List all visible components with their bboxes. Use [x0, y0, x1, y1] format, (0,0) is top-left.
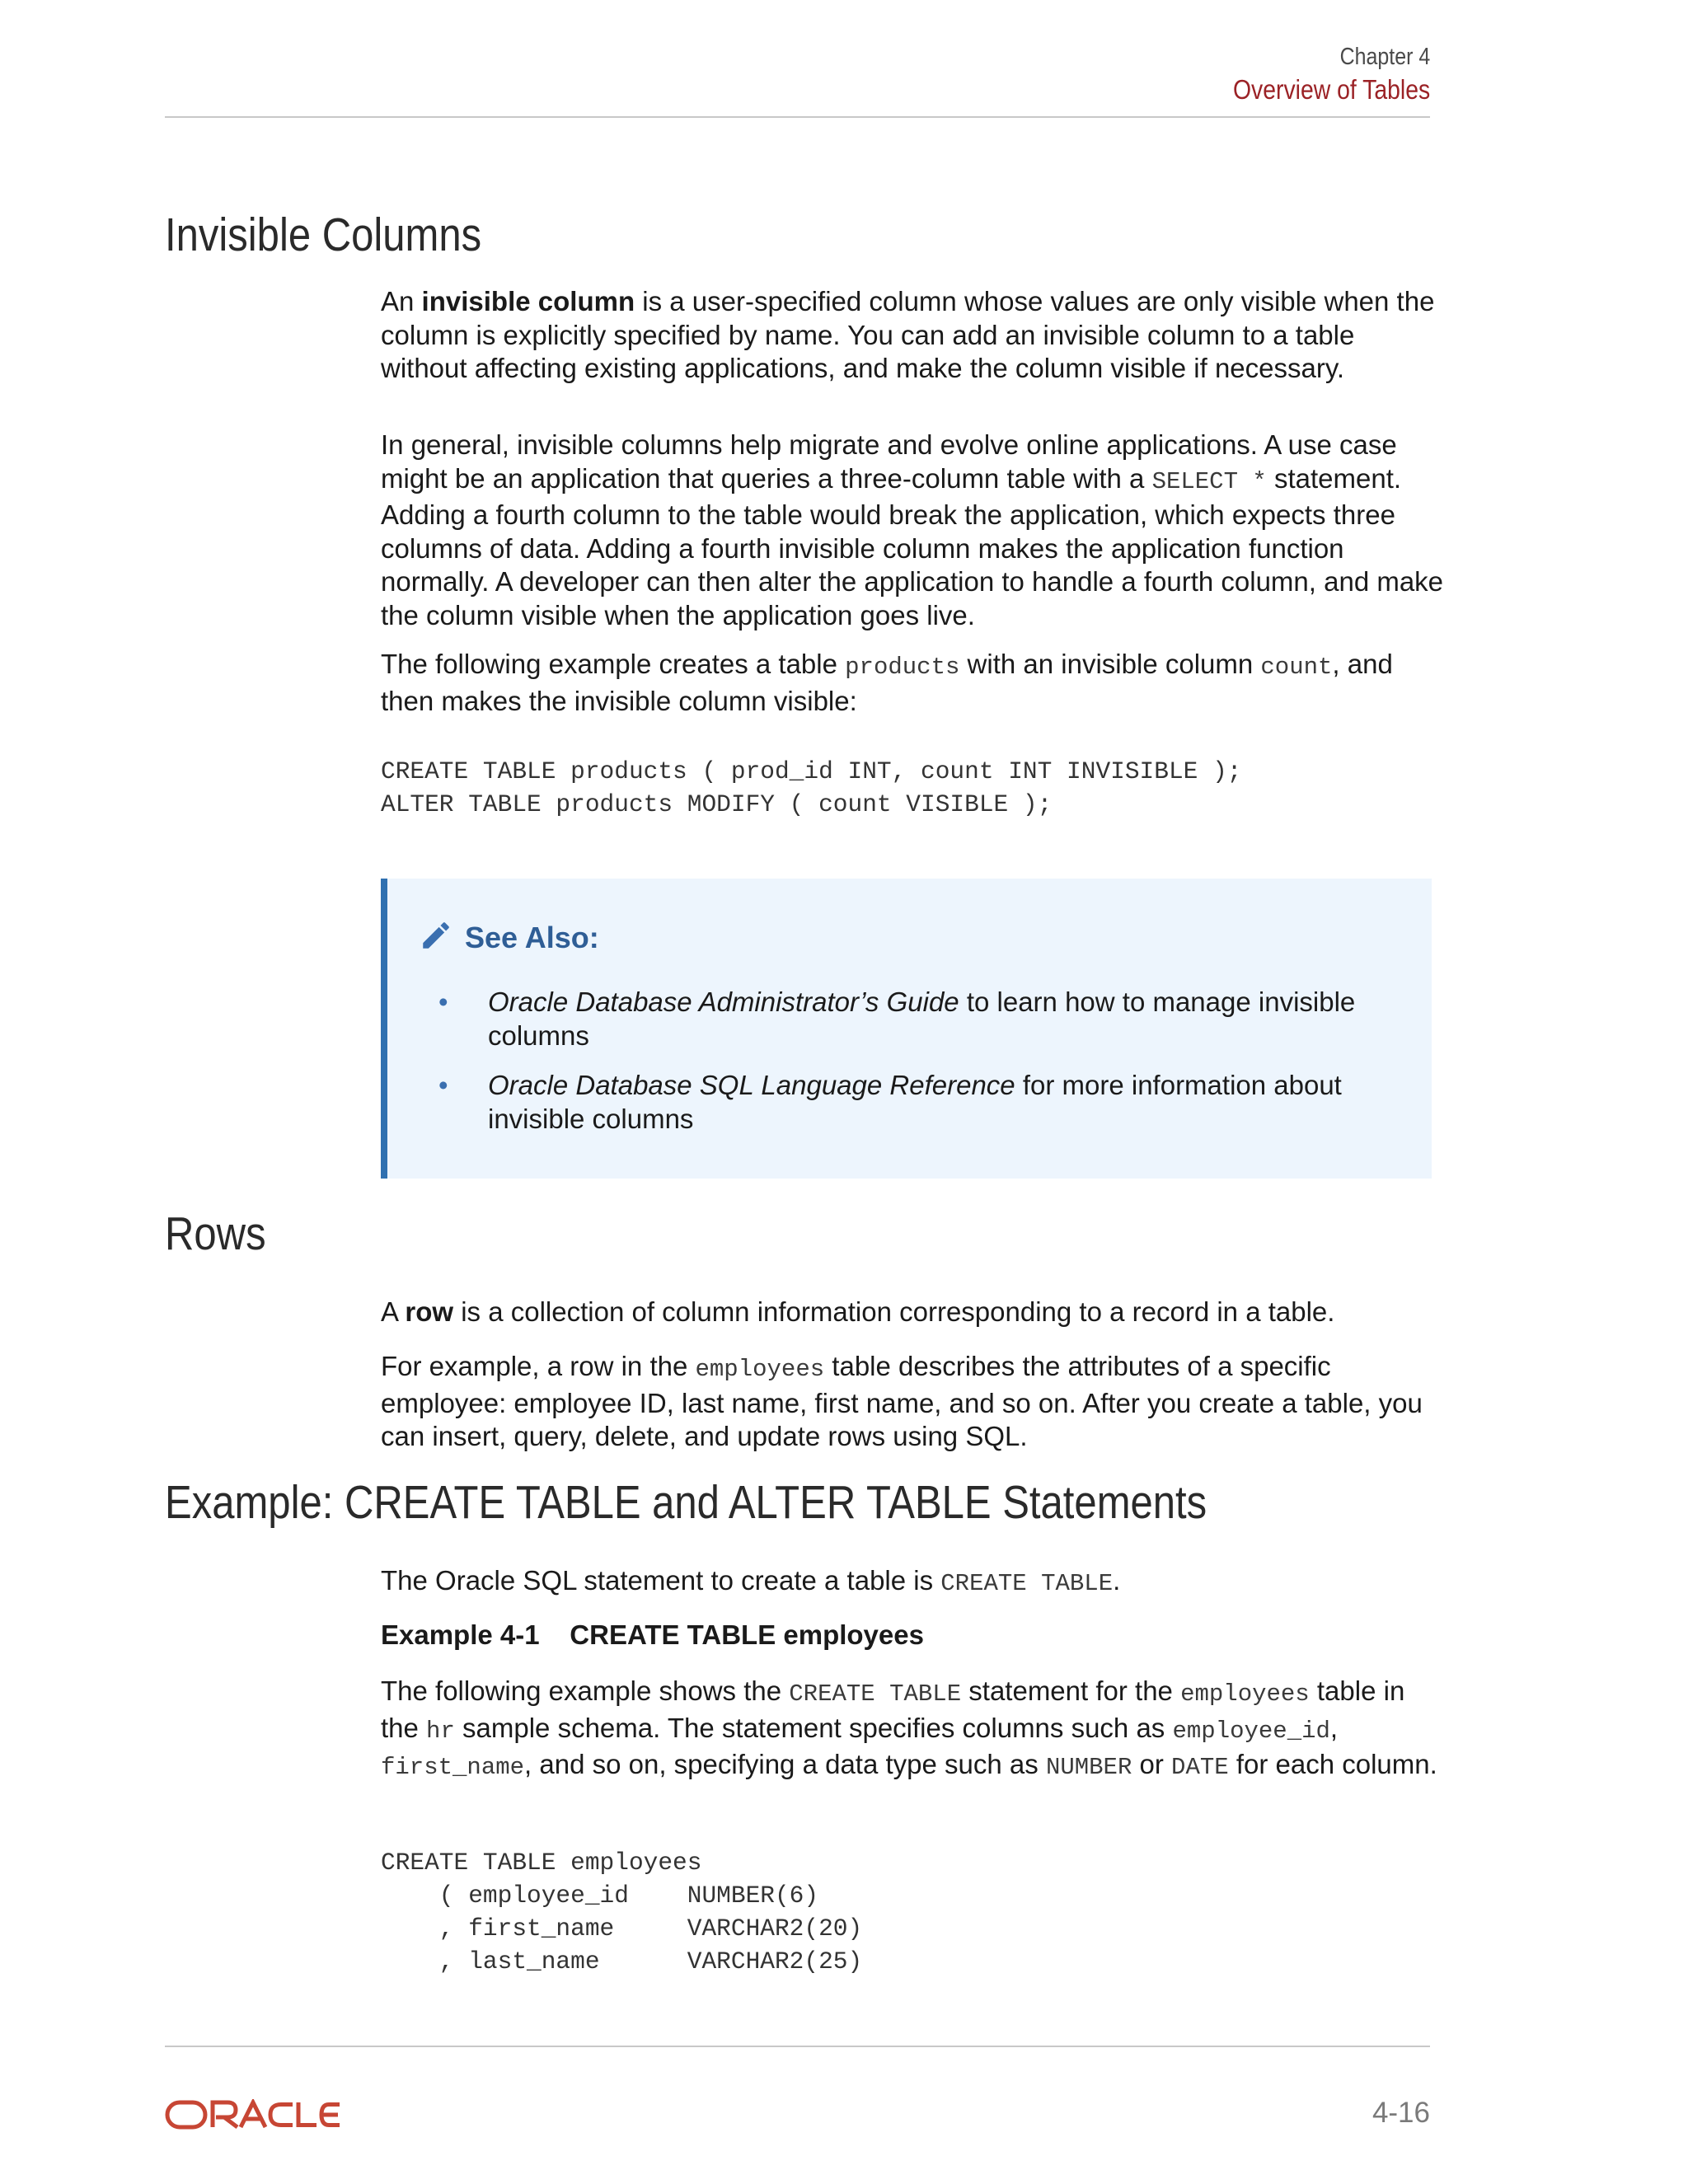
page-number: 4-16	[1372, 2097, 1430, 2129]
example-title: Example 4-1 CREATE TABLE employees	[381, 1619, 924, 1650]
paragraph-invisible-definition: An invisible column is a user-specified column whose values are only visible when the column is explicitly specified by name. You can add an invisible column to a table without affecting existing applications, and make the column visible if necessary.	[381, 286, 1435, 383]
oracle-logo	[165, 2099, 343, 2135]
paragraph-row-definition: A row is a collection of column information corresponding to a record in a table.	[381, 1296, 1335, 1327]
chapter-label: Chapter 4	[1339, 44, 1430, 70]
paragraph-invisible-usecase: In general, invisible columns help migrate and evolve online applications. A use case might be an application that queries a three-column table with a SELECT * statement. Adding a fourth column to the table would break the application, which expects three columns of data. Adding a fourth invisible column makes the application function normally. A developer can then alter the application to handle a fourth column, and make the column visible when the application goes live.	[381, 429, 1444, 630]
term-invisible-column: invisible column	[421, 286, 635, 316]
book-title-link[interactable]: Oracle Database SQL Language Reference	[488, 1070, 1015, 1100]
footer-rule	[165, 2046, 1430, 2047]
paragraph-invisible-example-intro: The following example creates a table products with an invisible column count, and then makes the invisible column visible:	[381, 649, 1393, 716]
paragraph-create-table-intro: The Oracle SQL statement to create a table is CREATE TABLE.	[381, 1565, 1121, 1597]
see-also-list	[438, 986, 1386, 1152]
running-header	[1201, 41, 1430, 107]
see-also-note	[381, 879, 1432, 1179]
heading-create-alter-example: Example: CREATE TABLE and ALTER TABLE Statements	[165, 1476, 1207, 1529]
pencil-icon	[419, 918, 453, 957]
code-block-invisible: CREATE TABLE products ( prod_id INT, count INT INVISIBLE ); ALTER TABLE products MODIFY ( count VISIBLE );	[381, 757, 1242, 818]
chapter-title: Overview of Tables	[1232, 74, 1430, 105]
see-also-item: • Oracle Database SQL Language Reference for more information about invisible columns	[438, 1070, 1342, 1134]
header-rule	[165, 116, 1430, 118]
code-block-create-employees: CREATE TABLE employees ( employee_id NUMBER(6) , first_name VARCHAR2(20) , last_name VARCHAR2(25)	[381, 1849, 863, 1975]
heading-invisible-columns: Invisible Columns	[165, 209, 482, 261]
term-row: row	[405, 1296, 454, 1327]
see-also-item: • Oracle Database Administrator’s Guide to learn how to manage invisible columns	[438, 987, 1356, 1051]
paragraph-create-table-description: The following example shows the CREATE TABLE statement for the employees table in the hr sample schema. The statement specifies columns such as employee_id, first_name, and so on, specifying a data type such as NUMBER or DATE for each column.	[381, 1675, 1437, 1781]
paragraph-row-example: For example, a row in the employees table describes the attributes of a specific employee: employee ID, last name, first name, and so on. After you create a table, you can insert, query, delete, and update rows using SQL.	[381, 1351, 1423, 1451]
book-title-link[interactable]: Oracle Database Administrator’s Guide	[488, 987, 959, 1017]
see-also-title: See Also:	[465, 920, 599, 954]
heading-rows: Rows	[165, 1207, 266, 1260]
see-also-header	[419, 918, 599, 957]
